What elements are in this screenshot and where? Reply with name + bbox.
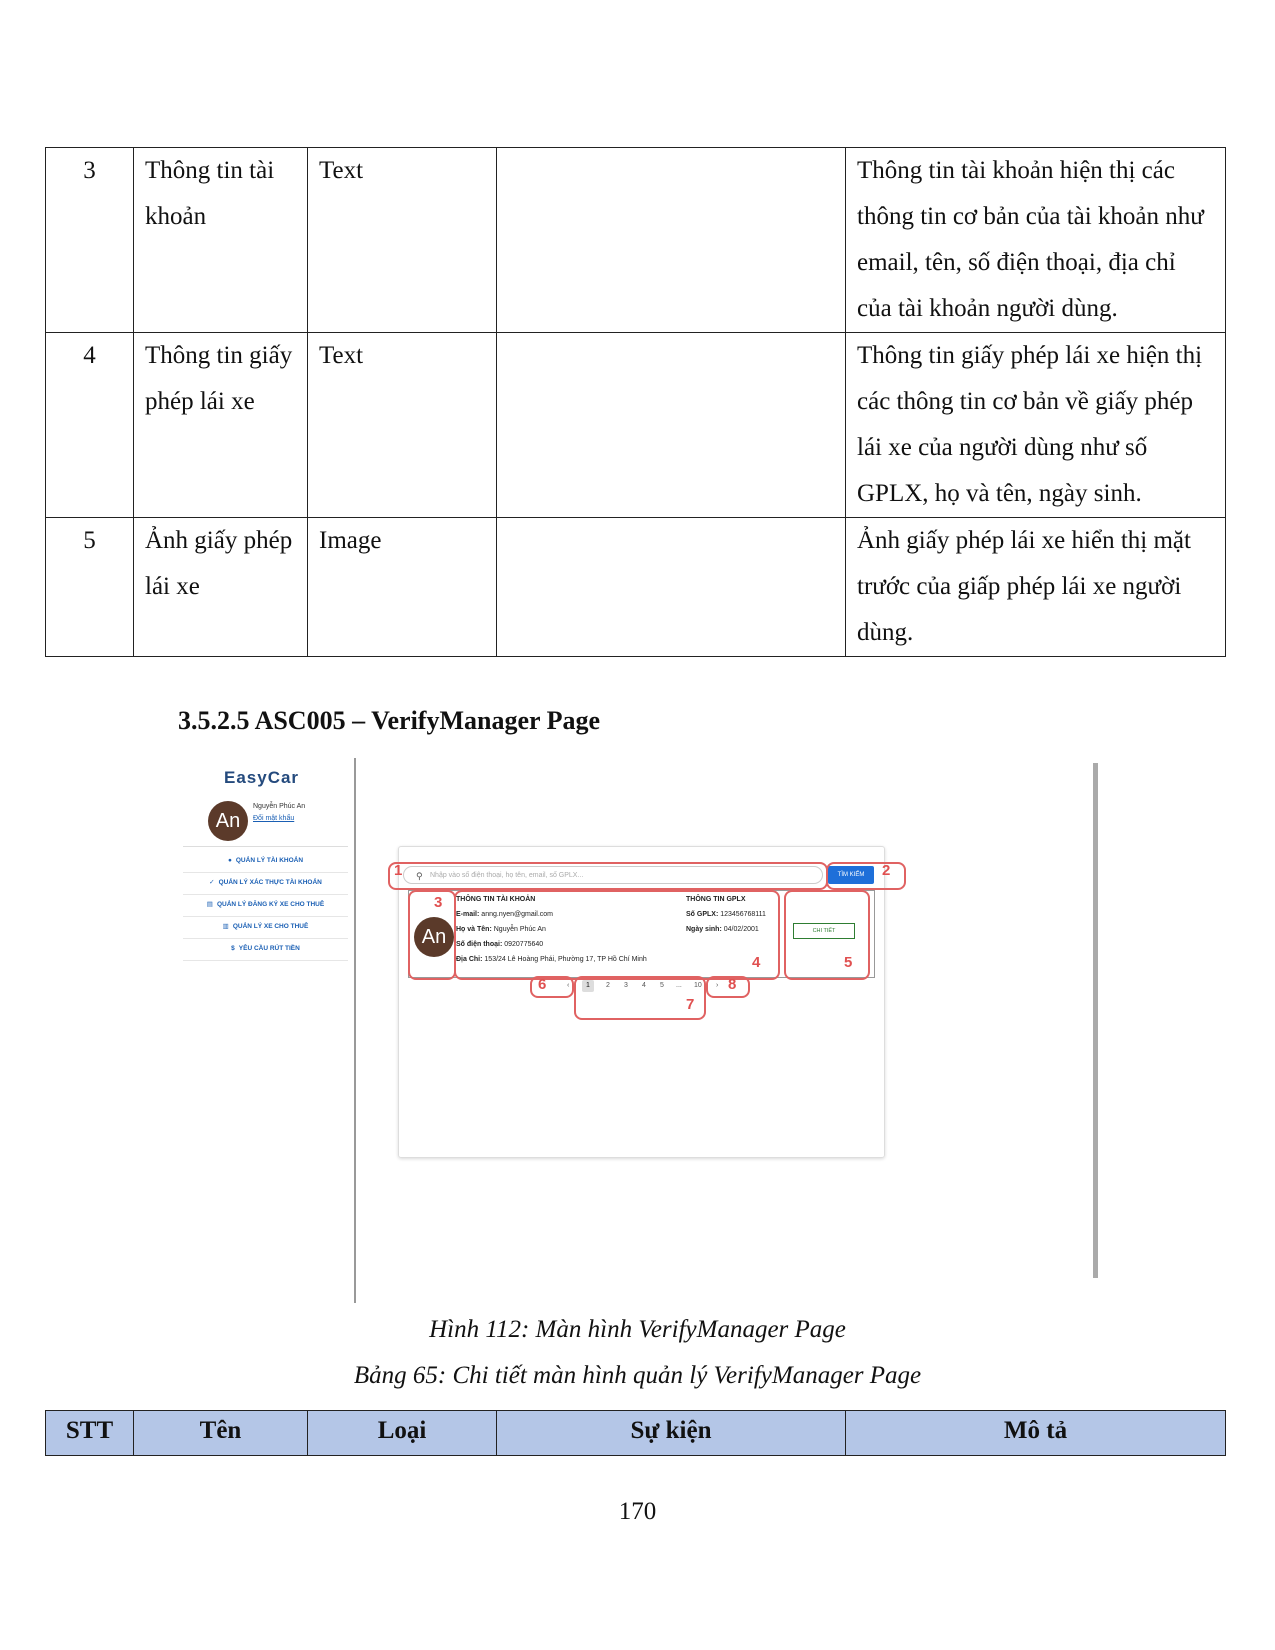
cell-desc: Thông tin tài khoản hiện thị các thông tin cơ bản của tài khoản như email, tên, số điện thoại, địa chỉ của tài khoản người dùng. bbox=[846, 148, 1226, 333]
callout-box-1 bbox=[388, 862, 828, 890]
callout-box-5 bbox=[784, 890, 870, 980]
col-event: Sự kiện bbox=[497, 1411, 846, 1456]
cell-desc: Ảnh giấy phép lái xe hiển thị mặt trước của giấp phép lái xe người dùng. bbox=[846, 518, 1226, 657]
next-page-button[interactable]: › bbox=[716, 982, 719, 989]
profile bbox=[183, 796, 348, 847]
user-name: Nguyễn Phúc An bbox=[253, 803, 306, 810]
page-ellipsis: ... bbox=[676, 982, 682, 989]
cell-event bbox=[497, 148, 846, 333]
page-5[interactable]: 5 bbox=[660, 982, 664, 989]
change-password-link[interactable]: Đổi mật khẩu bbox=[253, 815, 295, 822]
page-3[interactable]: 3 bbox=[624, 982, 628, 989]
page-4[interactable]: 4 bbox=[642, 982, 646, 989]
scrollbar[interactable] bbox=[1093, 763, 1098, 1278]
document-icon: ▤ bbox=[206, 901, 213, 908]
dob-label: Ngày sinh: bbox=[686, 926, 722, 933]
callout-box-2 bbox=[826, 862, 906, 890]
callout-box-6 bbox=[530, 976, 574, 998]
sidebar-item-account[interactable] bbox=[183, 850, 348, 873]
name-label: Họ và Tên: bbox=[456, 926, 492, 933]
cell-type: Image bbox=[308, 518, 497, 657]
email-label: E-mail: bbox=[456, 911, 480, 918]
account-title: THÔNG TIN TÀI KHOẢN bbox=[456, 896, 536, 903]
search-placeholder: Nhập vào số điện thoại, họ tên, email, số GPLX... bbox=[430, 872, 584, 879]
figure-caption: Hình 112: Màn hình VerifyManager Page bbox=[429, 1316, 846, 1343]
dob-value: 04/02/2001 bbox=[723, 926, 759, 933]
verifymanager-screenshot bbox=[178, 758, 1148, 1303]
cell-name: Thông tin giấy phép lái xe bbox=[134, 333, 308, 518]
cell-num: 5 bbox=[46, 518, 134, 657]
account-icon: ● bbox=[227, 857, 232, 864]
cell-name: Ảnh giấy phép lái xe bbox=[134, 518, 308, 657]
col-stt: STT bbox=[46, 1411, 134, 1456]
cell-desc: Thông tin giấy phép lái xe hiện thị các thông tin cơ bản về giấy phép lái xe của người dùng như số GPLX, họ và tên, ngày sinh. bbox=[846, 333, 1226, 518]
description-table-top bbox=[45, 147, 1226, 657]
email-value: anng.nyen@gmail.com bbox=[481, 911, 553, 918]
callout-number-8: 8 bbox=[728, 976, 737, 993]
avatar: An bbox=[208, 801, 248, 841]
page-1[interactable]: 1 bbox=[582, 980, 594, 992]
prev-page-button[interactable]: ‹ bbox=[567, 982, 570, 989]
phone-label: Số điện thoại: bbox=[456, 941, 503, 948]
search-button[interactable]: TÌM KIẾM bbox=[828, 866, 874, 884]
description-table-header bbox=[45, 1410, 1226, 1456]
cell-name: Thông tin tài khoản bbox=[134, 148, 308, 333]
sidebar-item-withdraw[interactable] bbox=[183, 938, 348, 961]
callout-box-3 bbox=[408, 890, 456, 980]
address-value: 153/24 Lê Hoàng Phái, Phường 17, TP Hồ Chí Minh bbox=[484, 956, 647, 963]
sidebar bbox=[178, 758, 353, 1303]
search-icon: ⚲ bbox=[416, 871, 423, 881]
license-title: THÔNG TIN GPLX bbox=[686, 896, 746, 903]
divider bbox=[354, 758, 356, 1303]
col-type: Loại bbox=[308, 1411, 497, 1456]
header-row bbox=[46, 1411, 1226, 1456]
section-title: 3.5.2.5 ASC005 – VerifyManager Page bbox=[178, 706, 600, 735]
cell-num: 4 bbox=[46, 333, 134, 518]
table-caption: Bảng 65: Chi tiết màn hình quản lý VerifyManager Page bbox=[353, 1362, 922, 1389]
license-no-value: 123456768111 bbox=[720, 911, 766, 918]
col-name: Tên bbox=[134, 1411, 308, 1456]
col-desc: Mô tả bbox=[846, 1411, 1226, 1456]
cell-event bbox=[497, 333, 846, 518]
sidebar-item-rental-cars[interactable] bbox=[183, 916, 348, 939]
cell-type: Text bbox=[308, 148, 497, 333]
sidebar-item-verify[interactable] bbox=[183, 872, 348, 895]
sidebar-item-label: QUẢN LÝ ĐĂNG KÝ XE CHO THUÊ bbox=[216, 901, 325, 908]
table-row bbox=[46, 148, 1226, 333]
page-10[interactable]: 10 bbox=[694, 982, 702, 989]
phone-value: 0920775640 bbox=[504, 941, 544, 948]
cell-type: Text bbox=[308, 333, 497, 518]
card-avatar: An bbox=[414, 917, 454, 957]
detail-button[interactable]: CHI TIẾT bbox=[793, 923, 855, 939]
sidebar-item-label: YÊU CẦU RÚT TIỀN bbox=[238, 945, 300, 952]
callout-number-2: 2 bbox=[882, 862, 891, 879]
license-no-label: Số GPLX: bbox=[686, 911, 719, 918]
callout-number-3: 3 bbox=[434, 894, 443, 911]
table-row bbox=[46, 518, 1226, 657]
callout-number-4: 4 bbox=[752, 954, 761, 971]
callout-number-5: 5 bbox=[844, 954, 853, 971]
page-2[interactable]: 2 bbox=[606, 982, 610, 989]
callout-number-1: 1 bbox=[394, 862, 403, 879]
callout-number-7: 7 bbox=[686, 996, 695, 1013]
app-logo: EasyCar bbox=[224, 768, 300, 787]
dollar-icon: $ bbox=[231, 945, 235, 952]
sidebar-item-label: QUẢN LÝ XÁC THỰC TÀI KHOẢN bbox=[218, 879, 322, 886]
table-row bbox=[46, 333, 1226, 518]
sidebar-item-label: QUẢN LÝ XE CHO THUÊ bbox=[232, 923, 309, 930]
cell-num: 3 bbox=[46, 148, 134, 333]
cell-event bbox=[497, 518, 846, 657]
page-number: 170 bbox=[618, 1498, 657, 1525]
callout-box-4 bbox=[454, 890, 780, 980]
verify-icon: ✓ bbox=[209, 879, 215, 886]
sidebar-item-car-registration[interactable] bbox=[183, 894, 348, 917]
callout-number-6: 6 bbox=[538, 976, 547, 993]
sidebar-item-label: QUẢN LÝ TÀI KHOẢN bbox=[235, 857, 304, 864]
address-label: Địa Chỉ: bbox=[456, 956, 483, 963]
car-icon: ▥ bbox=[222, 923, 229, 930]
name-value: Nguyễn Phúc An bbox=[493, 926, 546, 933]
